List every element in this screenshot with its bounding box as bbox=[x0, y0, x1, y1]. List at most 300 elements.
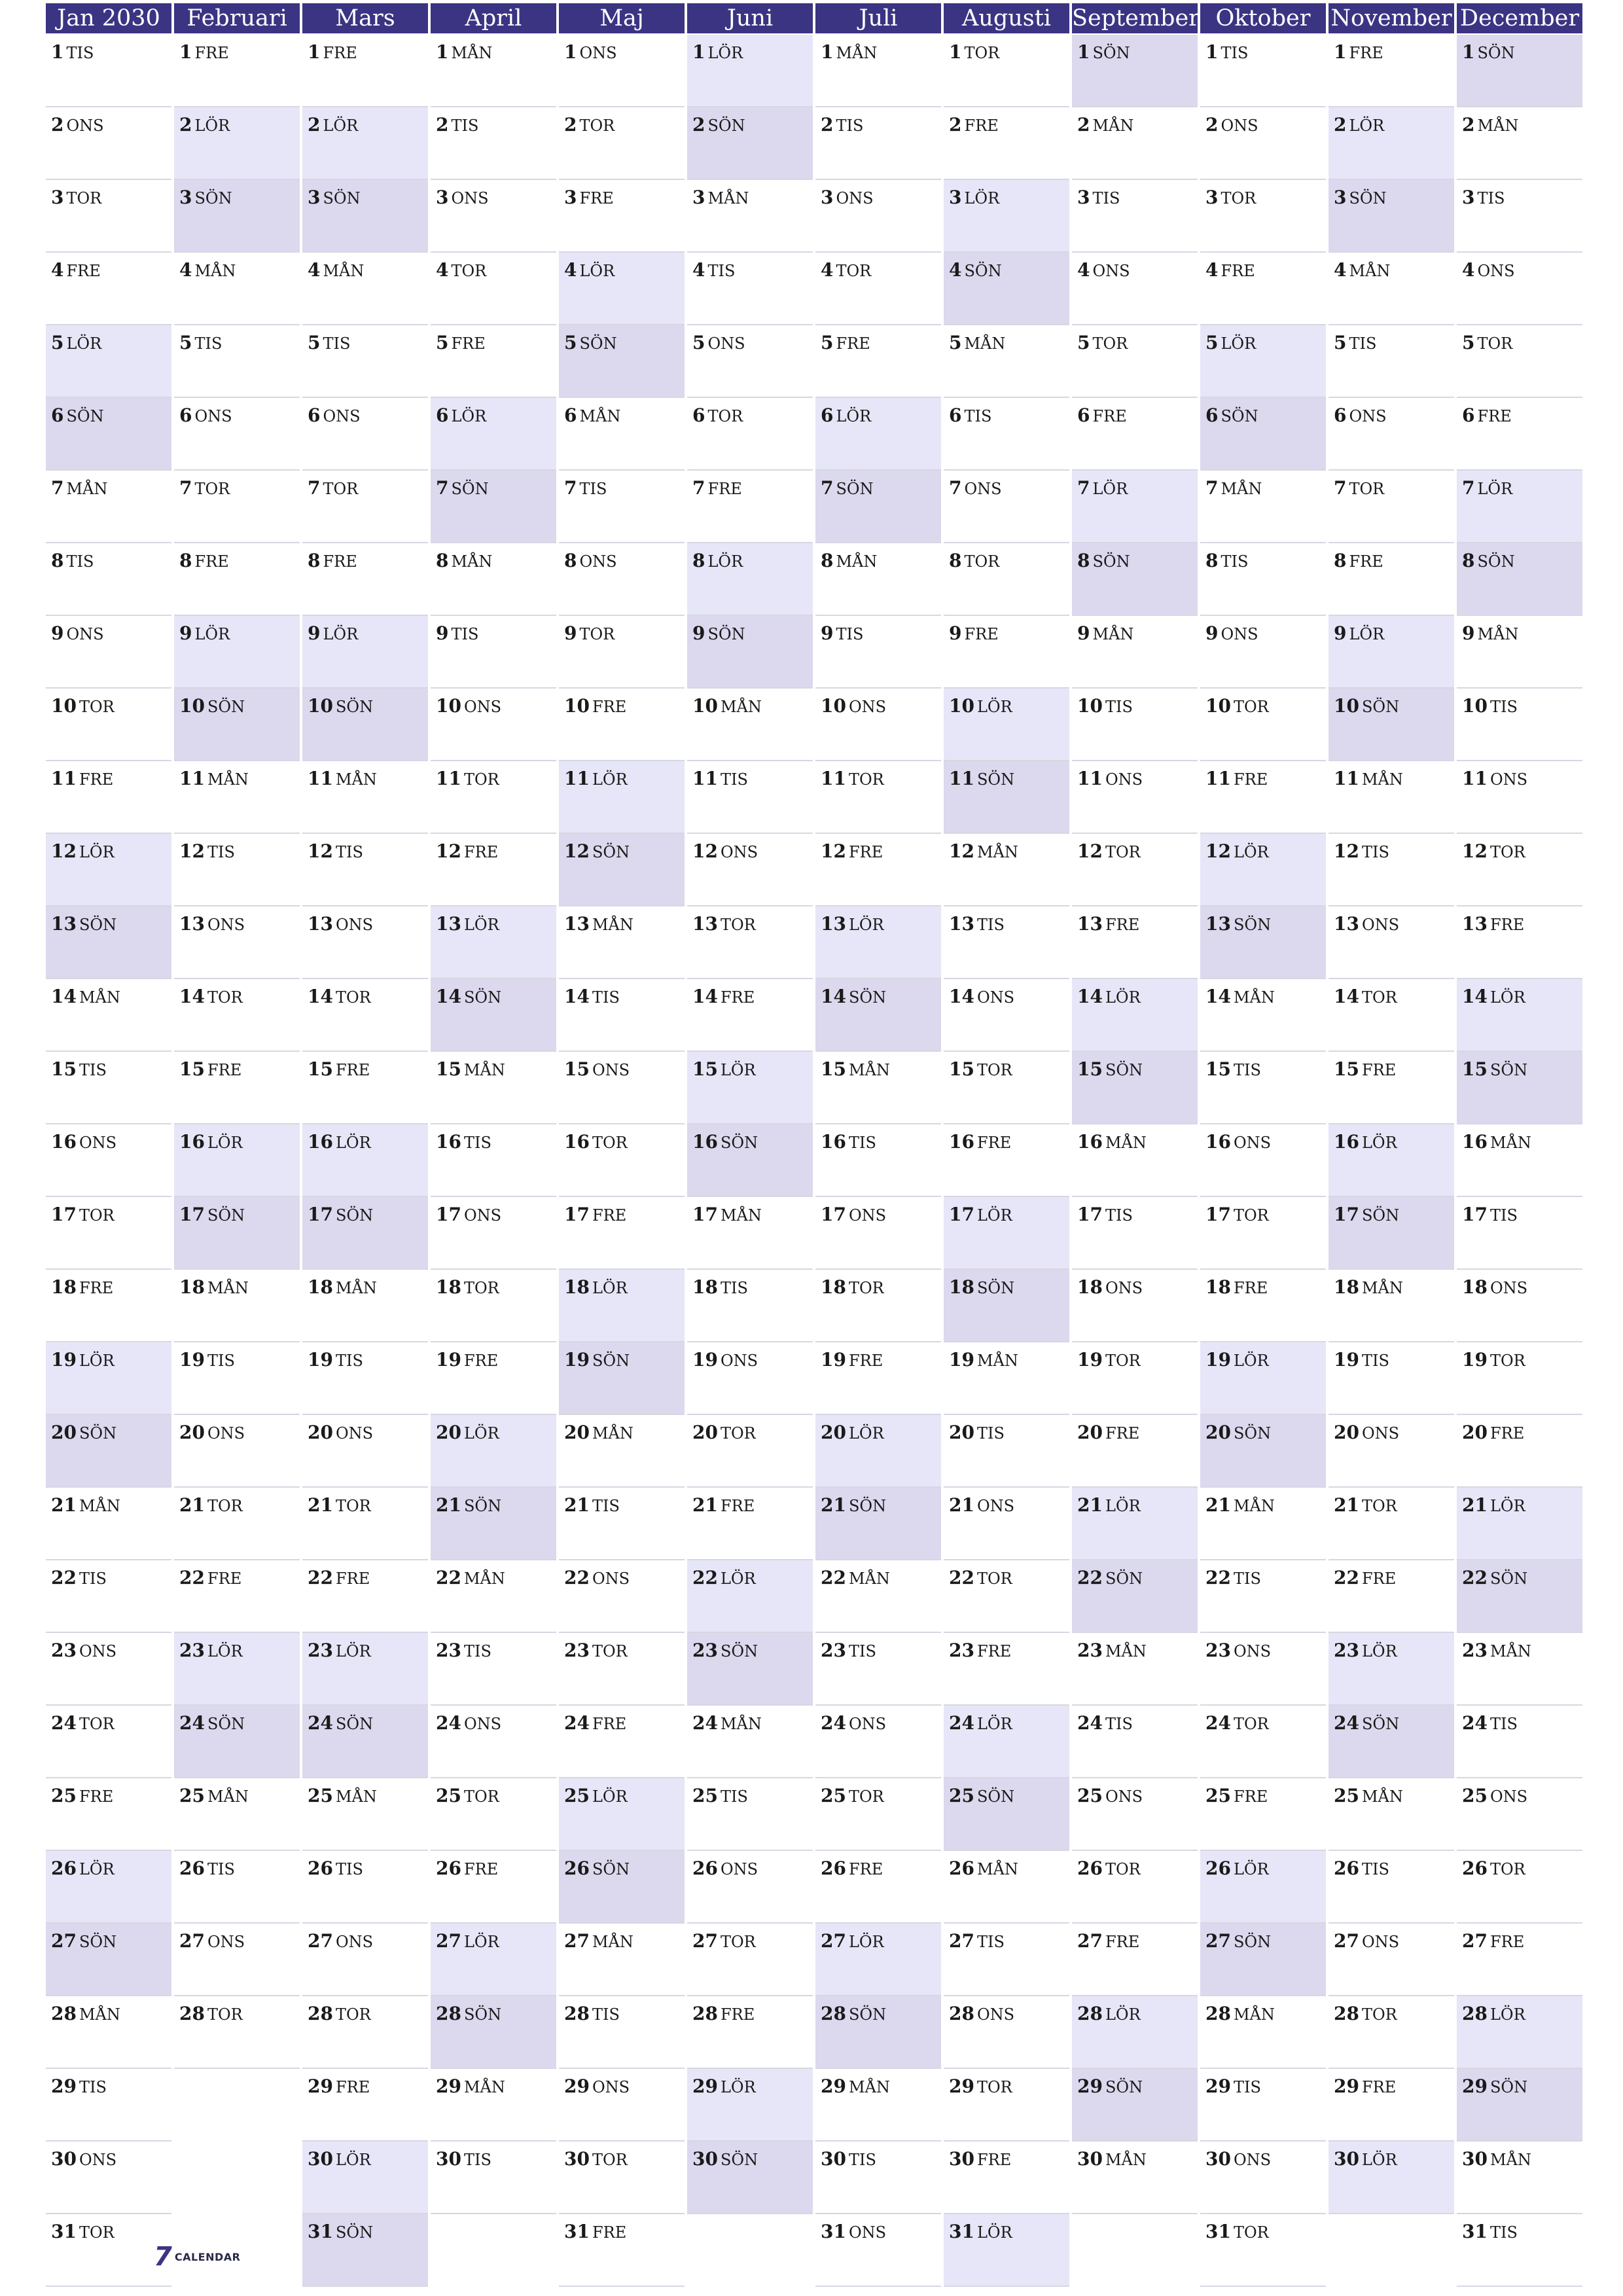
day-cell bbox=[1457, 1706, 1582, 1778]
weekday-abbrev: TIS bbox=[848, 2151, 876, 2169]
weekday-abbrev: TOR bbox=[79, 1715, 115, 1733]
day-number: 23 bbox=[308, 1640, 333, 1661]
day-cell bbox=[815, 1342, 941, 1415]
day-number: 20 bbox=[1077, 1422, 1103, 1443]
day-number: 26 bbox=[1077, 1857, 1103, 1879]
day-cell bbox=[46, 906, 171, 979]
day-label bbox=[564, 1567, 630, 1588]
weekday-abbrev: FRE bbox=[592, 1715, 627, 1733]
day-number: 4 bbox=[1462, 259, 1475, 281]
weekday-abbrev: FRE bbox=[1105, 1424, 1140, 1443]
day-label bbox=[436, 1712, 501, 1734]
day-number: 8 bbox=[436, 550, 449, 571]
weekday-abbrev: ONS bbox=[592, 1570, 630, 1588]
weekday-abbrev: ONS bbox=[79, 1134, 117, 1152]
day-label bbox=[1334, 1785, 1403, 1806]
day-number: 11 bbox=[179, 768, 205, 789]
day-cell bbox=[944, 1124, 1069, 1197]
day-number: 4 bbox=[1334, 259, 1347, 281]
day-number: 31 bbox=[308, 2221, 333, 2242]
day-label bbox=[692, 695, 762, 717]
weekday-abbrev: TIS bbox=[1105, 1715, 1133, 1733]
weekday-abbrev: SÖN bbox=[207, 1715, 245, 1733]
day-cell bbox=[1329, 1270, 1454, 1342]
weekday-abbrev: FRE bbox=[1349, 44, 1383, 62]
day-cell bbox=[431, 180, 556, 253]
weekday-abbrev: SÖN bbox=[323, 189, 361, 207]
day-cell bbox=[46, 1706, 171, 1778]
day-cell bbox=[687, 1124, 813, 1197]
day-label bbox=[179, 1422, 245, 1443]
day-number: 7 bbox=[564, 477, 577, 499]
day-label bbox=[1462, 259, 1515, 281]
weekday-abbrev: FRE bbox=[323, 44, 357, 62]
day-cell bbox=[1457, 1052, 1582, 1124]
day-label bbox=[436, 1058, 505, 1080]
weekday-abbrev: TOR bbox=[579, 117, 615, 135]
day-cell bbox=[431, 1415, 556, 1488]
weekday-abbrev: FRE bbox=[1233, 1279, 1268, 1297]
day-label bbox=[1334, 41, 1383, 63]
weekday-abbrev: FRE bbox=[1105, 916, 1140, 934]
day-label bbox=[1334, 2003, 1397, 2024]
day-label bbox=[949, 404, 991, 426]
day-cell bbox=[1072, 1052, 1198, 1124]
weekday-abbrev: TOR bbox=[1233, 698, 1269, 716]
day-cell bbox=[1200, 543, 1326, 616]
day-cell bbox=[1457, 689, 1582, 761]
weekday-abbrev: MÅN bbox=[463, 1061, 505, 1079]
day-cell bbox=[1457, 1270, 1582, 1342]
day-label bbox=[1462, 332, 1512, 353]
month-header: Maj bbox=[559, 3, 685, 33]
day-number: 31 bbox=[1205, 2221, 1231, 2242]
day-cell bbox=[944, 906, 1069, 979]
day-number: 27 bbox=[564, 1930, 590, 1952]
day-label bbox=[564, 2075, 630, 2097]
weekday-abbrev: ONS bbox=[707, 334, 745, 353]
day-cell bbox=[1329, 325, 1454, 398]
day-number: 31 bbox=[51, 2221, 77, 2242]
weekday-abbrev: TIS bbox=[66, 552, 94, 571]
day-cell bbox=[431, 616, 556, 689]
day-label bbox=[821, 622, 863, 644]
day-cell bbox=[559, 1052, 685, 1124]
weekday-abbrev: TOR bbox=[335, 1497, 371, 1515]
day-label bbox=[1205, 332, 1256, 353]
weekday-abbrev: LÖR bbox=[1092, 480, 1128, 498]
day-number: 30 bbox=[308, 2148, 333, 2170]
weekday-abbrev: TOR bbox=[1361, 1497, 1397, 1515]
weekday-abbrev: MÅN bbox=[451, 44, 493, 62]
weekday-abbrev: SÖN bbox=[79, 1424, 117, 1443]
day-number: 6 bbox=[821, 404, 834, 426]
day-label bbox=[949, 1785, 1014, 1806]
day-cell bbox=[1072, 906, 1198, 979]
day-number: 10 bbox=[692, 695, 718, 717]
day-cell bbox=[559, 2069, 685, 2142]
day-label bbox=[1077, 259, 1130, 281]
day-number: 22 bbox=[692, 1567, 718, 1588]
day-cell bbox=[559, 1778, 685, 1851]
day-cell bbox=[944, 834, 1069, 906]
day-label bbox=[1077, 1785, 1143, 1806]
weekday-abbrev: FRE bbox=[964, 117, 999, 135]
day-cell bbox=[302, 1124, 428, 1197]
day-cell bbox=[687, 616, 813, 689]
day-number: 23 bbox=[821, 1640, 846, 1661]
day-cell bbox=[302, 1342, 428, 1415]
day-number: 11 bbox=[692, 768, 718, 789]
day-cell bbox=[687, 471, 813, 543]
day-label bbox=[1077, 1349, 1141, 1371]
day-number: 21 bbox=[179, 1494, 205, 1516]
day-number: 24 bbox=[1334, 1712, 1359, 1734]
day-label bbox=[564, 1276, 628, 1298]
weekday-abbrev: TIS bbox=[1233, 2078, 1261, 2096]
day-cell bbox=[1072, 1706, 1198, 1778]
weekday-abbrev: FRE bbox=[66, 262, 101, 280]
day-number: 30 bbox=[821, 2148, 846, 2170]
day-number: 19 bbox=[564, 1349, 590, 1371]
day-cell bbox=[1457, 761, 1582, 834]
day-label bbox=[179, 622, 230, 644]
day-cell bbox=[687, 2142, 813, 2214]
day-cell bbox=[302, 1924, 428, 1996]
day-number: 12 bbox=[564, 840, 590, 862]
weekday-abbrev: TOR bbox=[1105, 843, 1141, 861]
day-number: 10 bbox=[179, 695, 205, 717]
day-cell bbox=[302, 689, 428, 761]
day-label bbox=[692, 1204, 762, 1225]
weekday-abbrev: MÅN bbox=[463, 1570, 505, 1588]
day-cell bbox=[174, 471, 300, 543]
day-cell bbox=[431, 543, 556, 616]
day-number: 15 bbox=[51, 1058, 77, 1080]
day-cell bbox=[944, 1488, 1069, 1560]
day-label bbox=[692, 1349, 758, 1371]
day-cell bbox=[559, 1560, 685, 1633]
day-cell bbox=[1200, 1924, 1326, 1996]
day-label bbox=[1205, 1276, 1268, 1298]
day-label bbox=[308, 1857, 363, 1879]
day-number: 18 bbox=[949, 1276, 974, 1298]
day-label bbox=[51, 259, 101, 281]
day-label bbox=[949, 2221, 1012, 2242]
day-cell bbox=[687, 906, 813, 979]
day-cell bbox=[46, 834, 171, 906]
day-number: 9 bbox=[308, 622, 321, 644]
day-number: 13 bbox=[1462, 913, 1488, 935]
day-label bbox=[51, 1422, 116, 1443]
weekday-abbrev: TIS bbox=[1105, 698, 1133, 716]
weekday-abbrev: SÖN bbox=[194, 189, 232, 207]
day-label bbox=[308, 1276, 377, 1298]
day-number: 28 bbox=[821, 2003, 846, 2024]
weekday-abbrev: TOR bbox=[720, 916, 756, 934]
day-cell bbox=[1200, 2069, 1326, 2142]
day-number: 9 bbox=[51, 622, 64, 644]
day-label bbox=[308, 1422, 373, 1443]
day-cell bbox=[46, 1342, 171, 1415]
day-label bbox=[564, 913, 633, 935]
day-cell bbox=[174, 35, 300, 107]
day-cell bbox=[46, 471, 171, 543]
weekday-abbrev: TIS bbox=[1361, 1352, 1389, 1370]
day-cell bbox=[431, 253, 556, 325]
weekday-abbrev: TOR bbox=[66, 189, 102, 207]
day-label bbox=[51, 187, 101, 208]
day-cell bbox=[1457, 1342, 1582, 1415]
day-number: 9 bbox=[436, 622, 449, 644]
day-label bbox=[1205, 1930, 1271, 1952]
day-cell bbox=[1457, 2142, 1582, 2214]
weekday-abbrev: TOR bbox=[451, 262, 487, 280]
weekday-abbrev: TIS bbox=[1489, 1206, 1518, 1225]
weekday-abbrev: ONS bbox=[848, 2223, 887, 2242]
day-number: 5 bbox=[51, 332, 64, 353]
day-cell bbox=[174, 1706, 300, 1778]
day-label bbox=[1077, 1712, 1133, 1734]
day-label bbox=[949, 1422, 1005, 1443]
day-number: 19 bbox=[1334, 1349, 1359, 1371]
day-label bbox=[692, 2003, 755, 2024]
day-label bbox=[1334, 622, 1384, 644]
day-label bbox=[51, 768, 113, 789]
day-cell bbox=[431, 1052, 556, 1124]
day-cell bbox=[559, 1342, 685, 1415]
day-number: 21 bbox=[1462, 1494, 1488, 1516]
day-cell bbox=[1200, 1633, 1326, 1706]
day-cell bbox=[431, 1924, 556, 1996]
weekday-abbrev: MÅN bbox=[1221, 480, 1262, 498]
weekday-abbrev: SÖN bbox=[836, 480, 874, 498]
day-number: 22 bbox=[1205, 1567, 1231, 1588]
day-number: 5 bbox=[179, 332, 192, 353]
weekday-abbrev: TIS bbox=[592, 988, 620, 1007]
weekday-abbrev: FRE bbox=[707, 480, 742, 498]
weekday-abbrev: LÖR bbox=[1221, 334, 1257, 353]
day-label bbox=[949, 622, 999, 644]
weekday-abbrev: SÖN bbox=[720, 1134, 758, 1152]
day-number: 17 bbox=[179, 1204, 205, 1225]
weekday-abbrev: SÖN bbox=[1221, 407, 1258, 425]
day-cell bbox=[1072, 834, 1198, 906]
day-cell bbox=[46, 1924, 171, 1996]
day-number: 2 bbox=[564, 114, 577, 135]
weekday-abbrev: SÖN bbox=[79, 916, 117, 934]
weekday-abbrev: TOR bbox=[207, 1497, 243, 1515]
day-cell bbox=[1200, 398, 1326, 471]
day-number: 15 bbox=[1205, 1058, 1231, 1080]
day-number: 29 bbox=[436, 2075, 461, 2097]
day-cell bbox=[815, 253, 941, 325]
day-number: 22 bbox=[179, 1567, 205, 1588]
day-cell bbox=[815, 543, 941, 616]
day-number: 28 bbox=[692, 2003, 718, 2024]
weekday-abbrev: ONS bbox=[463, 1715, 502, 1733]
day-number: 17 bbox=[821, 1204, 846, 1225]
day-label bbox=[308, 840, 363, 862]
weekday-abbrev: FRE bbox=[1489, 1424, 1525, 1443]
day-number: 7 bbox=[1077, 477, 1090, 499]
day-label bbox=[692, 550, 743, 571]
day-number: 27 bbox=[179, 1930, 205, 1952]
day-number: 17 bbox=[1077, 1204, 1103, 1225]
weekday-abbrev: LÖR bbox=[79, 1860, 115, 1878]
day-number: 8 bbox=[564, 550, 577, 571]
day-cell bbox=[944, 1633, 1069, 1706]
day-cell bbox=[815, 2069, 941, 2142]
day-cell bbox=[1200, 1851, 1326, 1924]
day-label bbox=[51, 1640, 116, 1661]
weekday-abbrev: LÖR bbox=[1361, 2151, 1397, 2169]
day-cell bbox=[944, 1342, 1069, 1415]
day-label bbox=[179, 1276, 249, 1298]
weekday-abbrev: ONS bbox=[207, 1933, 245, 1951]
day-cell bbox=[1329, 35, 1454, 107]
day-cell bbox=[431, 471, 556, 543]
weekday-abbrev: TOR bbox=[1361, 988, 1397, 1007]
day-cell bbox=[1329, 1778, 1454, 1851]
day-number: 4 bbox=[51, 259, 64, 281]
weekday-abbrev: ONS bbox=[463, 698, 502, 716]
day-cell bbox=[46, 689, 171, 761]
day-cell bbox=[1200, 1488, 1326, 1560]
weekday-abbrev: TIS bbox=[207, 843, 235, 861]
day-number: 28 bbox=[564, 2003, 590, 2024]
month-header: Jan 2030 bbox=[46, 3, 171, 33]
day-label bbox=[1334, 1276, 1403, 1298]
day-cell bbox=[1329, 1996, 1454, 2069]
day-label bbox=[51, 477, 107, 499]
day-cell bbox=[1072, 35, 1198, 107]
day-cell bbox=[815, 1706, 941, 1778]
day-cell bbox=[302, 325, 428, 398]
day-number: 11 bbox=[1205, 768, 1231, 789]
day-label bbox=[1462, 1494, 1525, 1516]
day-number: 11 bbox=[821, 768, 846, 789]
weekday-abbrev: ONS bbox=[1092, 262, 1130, 280]
day-label bbox=[564, 840, 630, 862]
weekday-abbrev: MÅN bbox=[79, 988, 120, 1007]
day-label bbox=[949, 768, 1014, 789]
day-label bbox=[949, 332, 1005, 353]
day-cell bbox=[559, 834, 685, 906]
weekday-abbrev: MÅN bbox=[1233, 1497, 1275, 1515]
weekday-abbrev: ONS bbox=[79, 1642, 117, 1660]
day-cell bbox=[302, 1052, 428, 1124]
weekday-abbrev: TIS bbox=[207, 1860, 235, 1878]
day-number: 9 bbox=[692, 622, 705, 644]
month-header: Juli bbox=[815, 3, 941, 33]
weekday-abbrev: FRE bbox=[1092, 407, 1127, 425]
day-label bbox=[949, 187, 999, 208]
day-cell bbox=[944, 1560, 1069, 1633]
day-cell bbox=[559, 1996, 685, 2069]
day-label bbox=[1077, 1857, 1141, 1879]
day-number: 27 bbox=[1334, 1930, 1359, 1952]
day-label bbox=[1334, 1930, 1399, 1952]
day-label bbox=[821, 1058, 890, 1080]
day-cell bbox=[815, 325, 941, 398]
day-cell bbox=[944, 979, 1069, 1052]
weekday-abbrev: LÖR bbox=[720, 1061, 756, 1079]
weekday-abbrev: LÖR bbox=[335, 2151, 371, 2169]
day-cell bbox=[944, 471, 1069, 543]
day-number: 3 bbox=[1334, 187, 1347, 208]
weekday-abbrev: TOR bbox=[463, 1787, 499, 1806]
day-label bbox=[179, 840, 235, 862]
weekday-abbrev: TOR bbox=[1489, 843, 1525, 861]
weekday-abbrev: FRE bbox=[335, 1061, 370, 1079]
day-number: 25 bbox=[1462, 1785, 1488, 1806]
day-number: 27 bbox=[1205, 1930, 1231, 1952]
day-number: 5 bbox=[821, 332, 834, 353]
day-cell bbox=[302, 1270, 428, 1342]
weekday-abbrev: TOR bbox=[579, 625, 615, 643]
weekday-abbrev: LÖR bbox=[207, 1642, 243, 1660]
day-label bbox=[436, 2148, 491, 2170]
day-number: 10 bbox=[564, 695, 590, 717]
day-number: 15 bbox=[949, 1058, 974, 1080]
day-label bbox=[821, 1349, 883, 1371]
day-label bbox=[1205, 1058, 1261, 1080]
day-label bbox=[1334, 477, 1384, 499]
day-cell bbox=[687, 1488, 813, 1560]
weekday-abbrev: MÅN bbox=[1092, 625, 1134, 643]
weekday-abbrev: TIS bbox=[323, 334, 351, 353]
day-number: 5 bbox=[1205, 332, 1219, 353]
day-cell bbox=[1457, 325, 1582, 398]
weekday-abbrev: ONS bbox=[79, 2151, 117, 2169]
day-cell bbox=[1200, 180, 1326, 253]
day-label bbox=[308, 986, 371, 1007]
day-label bbox=[1462, 2148, 1531, 2170]
day-label bbox=[692, 913, 756, 935]
weekday-abbrev: TIS bbox=[1489, 2223, 1518, 2242]
day-label bbox=[1205, 695, 1269, 717]
day-cell bbox=[559, 616, 685, 689]
day-label bbox=[564, 986, 620, 1007]
day-label bbox=[1462, 2003, 1525, 2024]
day-cell bbox=[815, 1778, 941, 1851]
weekday-abbrev: TOR bbox=[720, 1933, 756, 1951]
day-number: 27 bbox=[821, 1930, 846, 1952]
weekday-abbrev: FRE bbox=[194, 44, 229, 62]
day-cell bbox=[46, 398, 171, 471]
day-number: 28 bbox=[1334, 2003, 1359, 2024]
day-label bbox=[949, 1349, 1018, 1371]
day-number: 17 bbox=[1334, 1204, 1359, 1225]
weekday-abbrev: ONS bbox=[720, 843, 758, 861]
day-cell bbox=[1329, 761, 1454, 834]
day-label bbox=[564, 1349, 630, 1371]
day-number: 30 bbox=[1462, 2148, 1488, 2170]
day-label bbox=[51, 986, 120, 1007]
weekday-abbrev: TOR bbox=[976, 1061, 1012, 1079]
day-cell bbox=[1457, 1924, 1582, 1996]
day-number: 14 bbox=[1462, 986, 1488, 1007]
day-label bbox=[1462, 1349, 1525, 1371]
day-label bbox=[692, 477, 742, 499]
weekday-abbrev: FRE bbox=[1349, 552, 1383, 571]
weekday-abbrev: TIS bbox=[720, 770, 748, 789]
day-label bbox=[308, 477, 358, 499]
day-label bbox=[308, 550, 357, 571]
day-cell bbox=[1200, 761, 1326, 834]
day-cell bbox=[559, 1197, 685, 1270]
